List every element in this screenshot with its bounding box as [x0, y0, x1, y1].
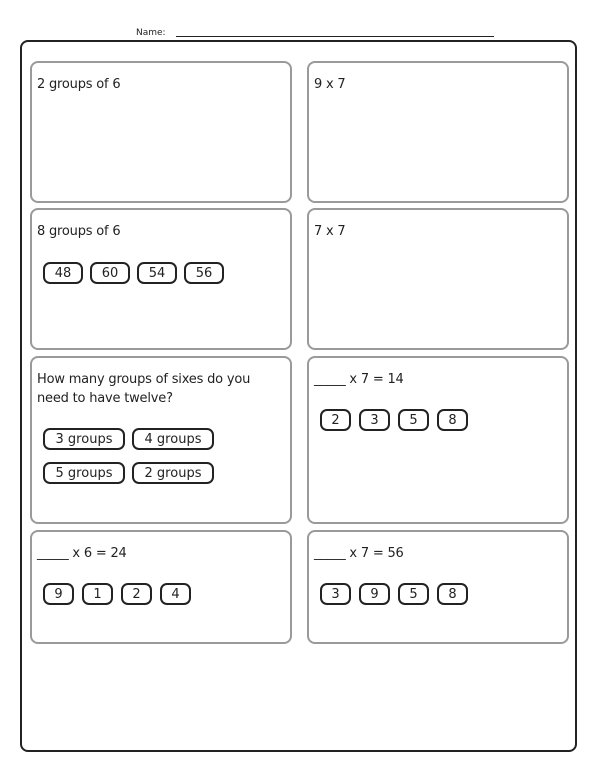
answer-option[interactable]: 8: [437, 409, 468, 431]
prompt-line: How many groups of sixes do you: [37, 372, 251, 387]
problem-card-2: [307, 61, 569, 203]
answer-option[interactable]: 48: [43, 262, 83, 284]
answer-option[interactable]: 4: [160, 583, 191, 605]
answer-option[interactable]: 5: [398, 583, 429, 605]
answer-options-row-2: [43, 462, 221, 484]
prompt-line: need to have twelve?: [37, 391, 173, 406]
problem-card-1: [30, 61, 292, 203]
answer-option[interactable]: 54: [137, 262, 177, 284]
problem-prompt: _____ x 7 = 14: [314, 372, 404, 387]
problem-prompt: 2 groups of 6: [37, 77, 121, 92]
answer-option[interactable]: 2: [320, 409, 351, 431]
problem-prompt: _____ x 7 = 56: [314, 546, 404, 561]
problem-card-8: [307, 530, 569, 644]
answer-option[interactable]: 9: [43, 583, 74, 605]
answer-option[interactable]: 9: [359, 583, 390, 605]
problem-prompt: _____ x 6 = 24: [37, 546, 127, 561]
problem-prompt: 7 x 7: [314, 224, 346, 239]
answer-options: [43, 583, 198, 605]
answer-option[interactable]: 3 groups: [43, 428, 125, 450]
problem-card-4: [307, 208, 569, 350]
answer-option[interactable]: 8: [437, 583, 468, 605]
answer-option[interactable]: 3: [359, 409, 390, 431]
answer-option[interactable]: 5 groups: [43, 462, 125, 484]
name-label: Name:: [136, 28, 166, 38]
problem-prompt: 9 x 7: [314, 77, 346, 92]
answer-option[interactable]: 1: [82, 583, 113, 605]
answer-options: [320, 409, 475, 431]
name-row: [136, 24, 166, 38]
answer-option[interactable]: 2: [121, 583, 152, 605]
problem-prompt: [37, 370, 250, 408]
problem-card-7: [30, 530, 292, 644]
answer-option[interactable]: 60: [90, 262, 130, 284]
answer-option[interactable]: 2 groups: [132, 462, 214, 484]
problem-card-5: [30, 356, 292, 524]
problem-card-6: [307, 356, 569, 524]
problem-prompt: 8 groups of 6: [37, 224, 121, 239]
problem-card-3: [30, 208, 292, 350]
answer-option[interactable]: 4 groups: [132, 428, 214, 450]
answer-options-row-1: [43, 428, 221, 450]
answer-options: [320, 583, 475, 605]
answer-option[interactable]: 5: [398, 409, 429, 431]
answer-option[interactable]: 3: [320, 583, 351, 605]
answer-option[interactable]: 56: [184, 262, 224, 284]
answer-options: [43, 262, 231, 284]
name-line[interactable]: [176, 36, 494, 37]
